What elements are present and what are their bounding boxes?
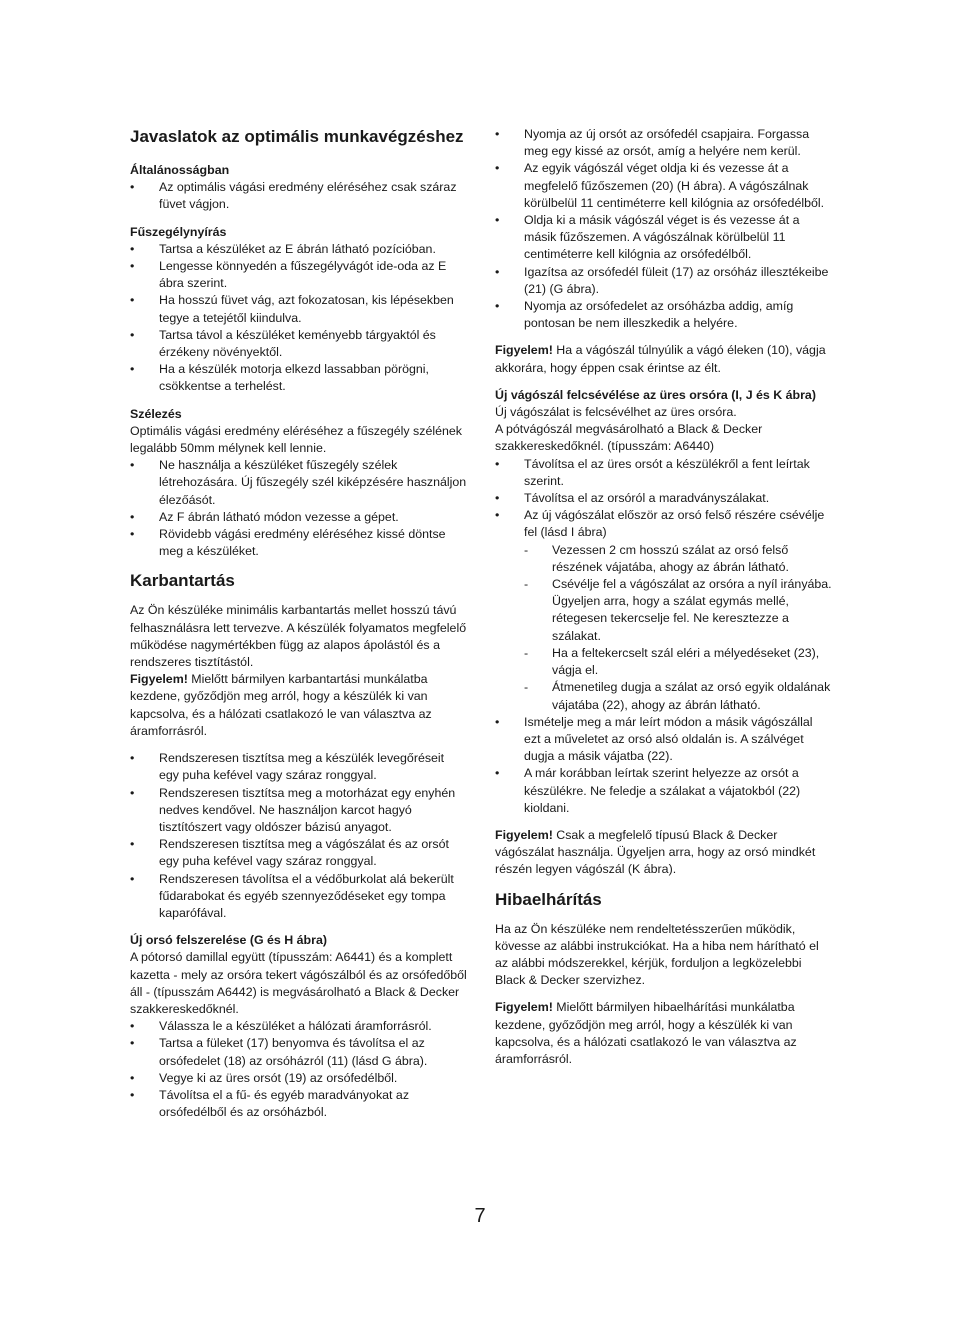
bullet-marker: • — [495, 127, 500, 141]
list-item: • Válassza le a készüléket a hálózati áramforrásról. — [130, 1018, 467, 1035]
page-number: 7 — [474, 1205, 486, 1227]
list-item: • Az új vágószálat először az orsó felső részére csévélje fel (lásd I ábra) — [495, 508, 825, 540]
list-item: • A már korábban leírtak szerint helyezze az orsót a készülékre. Ne feledje a szálakat a vájatokból (22) kioldani. — [495, 766, 801, 815]
list-item: • Az optimális vágási eredmény eléréséhez csak száraz füvet vágjon. — [130, 180, 457, 212]
list-item: • Rendszeresen tisztítsa meg a motorházat egy enyhén nedves kendővel. Ne használjon karcot hagyó tisztítószert vagy oldószer bázisú anyagot. — [130, 785, 456, 834]
bullet-marker: • — [130, 293, 135, 308]
bullet-marker: • — [130, 1087, 135, 1102]
list-item: • Tartsa a készüléket az E ábrán látható pozícióban. — [130, 241, 467, 258]
heading-edging: Szélezés — [130, 406, 182, 421]
bullet-marker: • — [130, 241, 135, 256]
bullet-marker: • — [130, 1070, 135, 1085]
heading-rewind: Új vágószál felcsévélése az üres orsóra (I, J és K ábra) — [495, 387, 816, 402]
bullet-marker: • — [495, 213, 500, 228]
list-item: • Ismételje meg a már leírt módon a másik vágószállal ezt a műveletet az orsó alsó oldalán is. A szálvéget dugja a másik vájatba (22). — [495, 714, 813, 764]
paragraph-warning-line-type: Figyelem! Csak a megfelelő típusú Black & Decker vágószálat használja. Ügyeljen arra, hogy az orsó mindkét részén legyen vágószál (K ábra). — [495, 827, 816, 877]
heading-maintenance: Karbantartás — [130, 571, 235, 591]
list-item: • Ha hosszú füvet vág, azt fokozatosan, kis lépésekben tegye a tetejétől kiindulva. — [130, 293, 454, 325]
right-column — [495, 126, 832, 1068]
warning-label: Figyelem! — [495, 827, 553, 842]
bullet-marker: • — [130, 259, 135, 274]
list-item: • Rövidebb vágási eredmény eléréséhez kissé döntse meg a készüléket. — [130, 527, 446, 559]
bullet-marker: • — [130, 1019, 135, 1034]
sub-list-item: - Átmenetileg dugja a szálat az orsó egyik oldalának vájatába (22), ahogy az ábrán látható. — [524, 680, 831, 712]
list-item: • Vegye ki az üres orsót (19) az orsófedélből. — [130, 1070, 467, 1087]
paragraph-troubleshooting-intro: Ha az Ön készüléke nem rendeltetésszerűen működik, kövesse az alábbi instrukciókat. Ha a hiba nem hárítható el az alábbi módszerekkel, kérjük, forduljon a legközelebbi Black & Decker szervizhez. — [495, 921, 819, 988]
bullet-marker: • — [495, 491, 500, 506]
bullet-marker: • — [130, 837, 135, 852]
heading-new-spool: Új orsó felszerelése (G és H ábra) — [130, 933, 327, 948]
section-title-tips: Javaslatok az optimális munkavégzéshez — [130, 127, 464, 146]
list-item: • Ne használja a készüléket fűszegély szélek létrehozására. Új fűszegély szél kiképzésére használjon élezőásót. — [130, 458, 467, 507]
list-item: • Távolítsa el az üres orsót a készülékről a fent leírtak szerint. — [495, 456, 810, 488]
bullet-marker: • — [130, 327, 135, 342]
list-item: • Tartsa a füleket (17) benyomva és távolítsa el az orsófedelet (18) az orsóházról (11) (lásd G ábra). — [130, 1036, 428, 1068]
bullet-marker: • — [495, 508, 500, 523]
list-item: • Távolítsa el a fű- és egyéb maradványokat az orsófedélből és az orsóházból. — [130, 1087, 410, 1120]
bullet-marker: • — [130, 180, 135, 195]
list-item: • Ha a készülék motorja elkezd lassabban pörögni, csökkentse a terhelést. — [130, 362, 429, 394]
bullet-marker: • — [495, 161, 500, 176]
bullet-marker: • — [130, 1036, 135, 1051]
bullet-marker: • — [130, 785, 135, 800]
sub-list-item: - Csévélje fel a vágószálat az orsóra a nyíl irányába. Ügyeljen arra, hogy a szálat egymás mellé, rétegesen tekercselje fel. Ne keresztezze a szálakat. — [524, 577, 832, 643]
heading-troubleshooting: Hibaelhárítás — [495, 889, 602, 909]
bullet-marker: • — [130, 751, 135, 766]
paragraph-rewind-intro2: A pótvágószál megvásárolható a Black & Decker szakkereskedőknél. (típusszám: A6440) — [495, 422, 763, 454]
list-item: • Rendszeresen tisztítsa meg a készülék levegőréseit egy puha kefével vagy száraz ronggyal. — [130, 751, 445, 783]
paragraph-troubleshooting-warning: Figyelem! Mielőtt bármilyen hibaelhárítási munkálatba kezdene, győződjön meg arról, hogy a készülék ki van kapcsolva, és a hálózati csatlakozó le van választva az áramforrásról. — [495, 1000, 797, 1066]
dash-marker: - — [524, 645, 529, 660]
paragraph-maintenance-intro: Az Ön készüléke minimális karbantartás mellet hosszú távú felhasználásra lett tervezve. A készülék folyamatos megfelelő működése nagymértékben függ az alapos ápolástól és a rendszeres tisztítástól. — [130, 603, 467, 670]
list-item: • Rendszeresen távolítsa el a védőburkolat alá bekerült fűdarabokat és egyéb szennyeződéseket egy tompa kaparófával. — [130, 871, 454, 920]
bullet-marker: • — [130, 871, 135, 886]
heading-edge-trim: Fűszegélynyírás — [130, 224, 227, 239]
left-column — [130, 126, 467, 1121]
list-item: • Nyomja az új orsót az orsófedél csapjaira. Forgassa meg egy kissé az orsót, amíg a helyére nem kerül. — [495, 127, 810, 159]
warning-label: Figyelem! — [495, 1000, 553, 1015]
paragraph-rewind-intro1: Új vágószálat is felcsévélhet az üres orsóra. — [495, 405, 737, 420]
list-item: • Távolítsa el az orsóról a maradványszálakat. — [495, 490, 832, 507]
heading-general: Általánosságban — [130, 163, 230, 177]
list-item: • Az egyik vágószál véget oldja ki és vezesse át a megfelelő fűzőszemen (20) (H ábra). A vágószálnak körülbelül 11 centiméterre kell kilógnia az orsófedélből. — [495, 161, 825, 210]
bullet-marker: • — [130, 458, 135, 473]
list-item: • Igazítsa az orsófedél füleit (17) az orsóház illesztékeibe (21) (G ábra). — [495, 264, 829, 296]
paragraph-new-spool-intro: A pótorsó damillal együtt (típusszám: A6441) és a komplett kazetta - mely az orsóra tekert vágószálból és az orsófedőből áll - (típusszám A6442) is megvásárolható a Black & Decker szakkereskedőknél. — [130, 950, 467, 1016]
list-item: • Lengesse könnyedén a fűszegélyvágót ide-oda az E ábra szerint. — [130, 259, 447, 291]
bullet-marker: • — [130, 362, 135, 377]
bullet-marker: • — [130, 509, 135, 524]
list-item: • Nyomja az orsófedelet az orsóházba addig, amíg pontosan be nem illeszkedik a helyére. — [495, 299, 794, 331]
dash-marker: - — [524, 680, 529, 695]
list-item: • Oldja ki a másik vágószál véget is és vezesse át a másik fűzőszemen. A vágószálnak körülbelül 11 centiméterre kell kilógnia az orsófedélből. — [495, 213, 800, 262]
sub-list-item: - Ha a feltekercselt szál eléri a mélyedéseket (23), vágja el. — [524, 645, 820, 678]
dash-marker: - — [524, 542, 529, 557]
bullet-marker: • — [495, 714, 500, 729]
list-item: • Tartsa távol a készüléket keményebb tárgyaktól és érzékeny növényektől. — [130, 327, 436, 360]
warning-label: Figyelem! — [495, 343, 553, 358]
dash-marker: - — [524, 577, 529, 592]
warning-label: Figyelem! — [130, 672, 188, 687]
list-item: • Rendszeresen tisztítsa meg a vágószálat és az orsót egy puha kefével vagy száraz ronggyal. — [130, 837, 449, 869]
bullet-marker: • — [495, 456, 500, 471]
sub-list-item: - Vezessen 2 cm hosszú szálat az orsó felső részének vájatába, ahogy az ábrán látható. — [524, 542, 789, 574]
paragraph-edging-intro: Optimális vágási eredmény eléréséhez a fűszegély szélének legalább 50mm mélynek kell lennie. — [130, 423, 462, 456]
paragraph-maintenance-warning: Figyelem! Mielőtt bármilyen karbantartási munkálatba kezdene, győződjön meg arról, hogy a készülék ki van kapcsolva, és a hálózati csatlakozó le van választva az áramforrásról. — [130, 672, 432, 738]
bullet-marker: • — [495, 264, 500, 279]
bullet-marker: • — [495, 299, 500, 314]
list-item: • Az F ábrán látható módon vezesse a gépet. — [130, 509, 467, 526]
bullet-marker: • — [495, 766, 500, 781]
bullet-marker: • — [130, 527, 135, 542]
paragraph-warning-trim: Figyelem! Ha a vágószál túlnyúlik a vágó éleken (10), vágja akkorára, hogy éppen csak érintse az élt. — [495, 343, 826, 375]
